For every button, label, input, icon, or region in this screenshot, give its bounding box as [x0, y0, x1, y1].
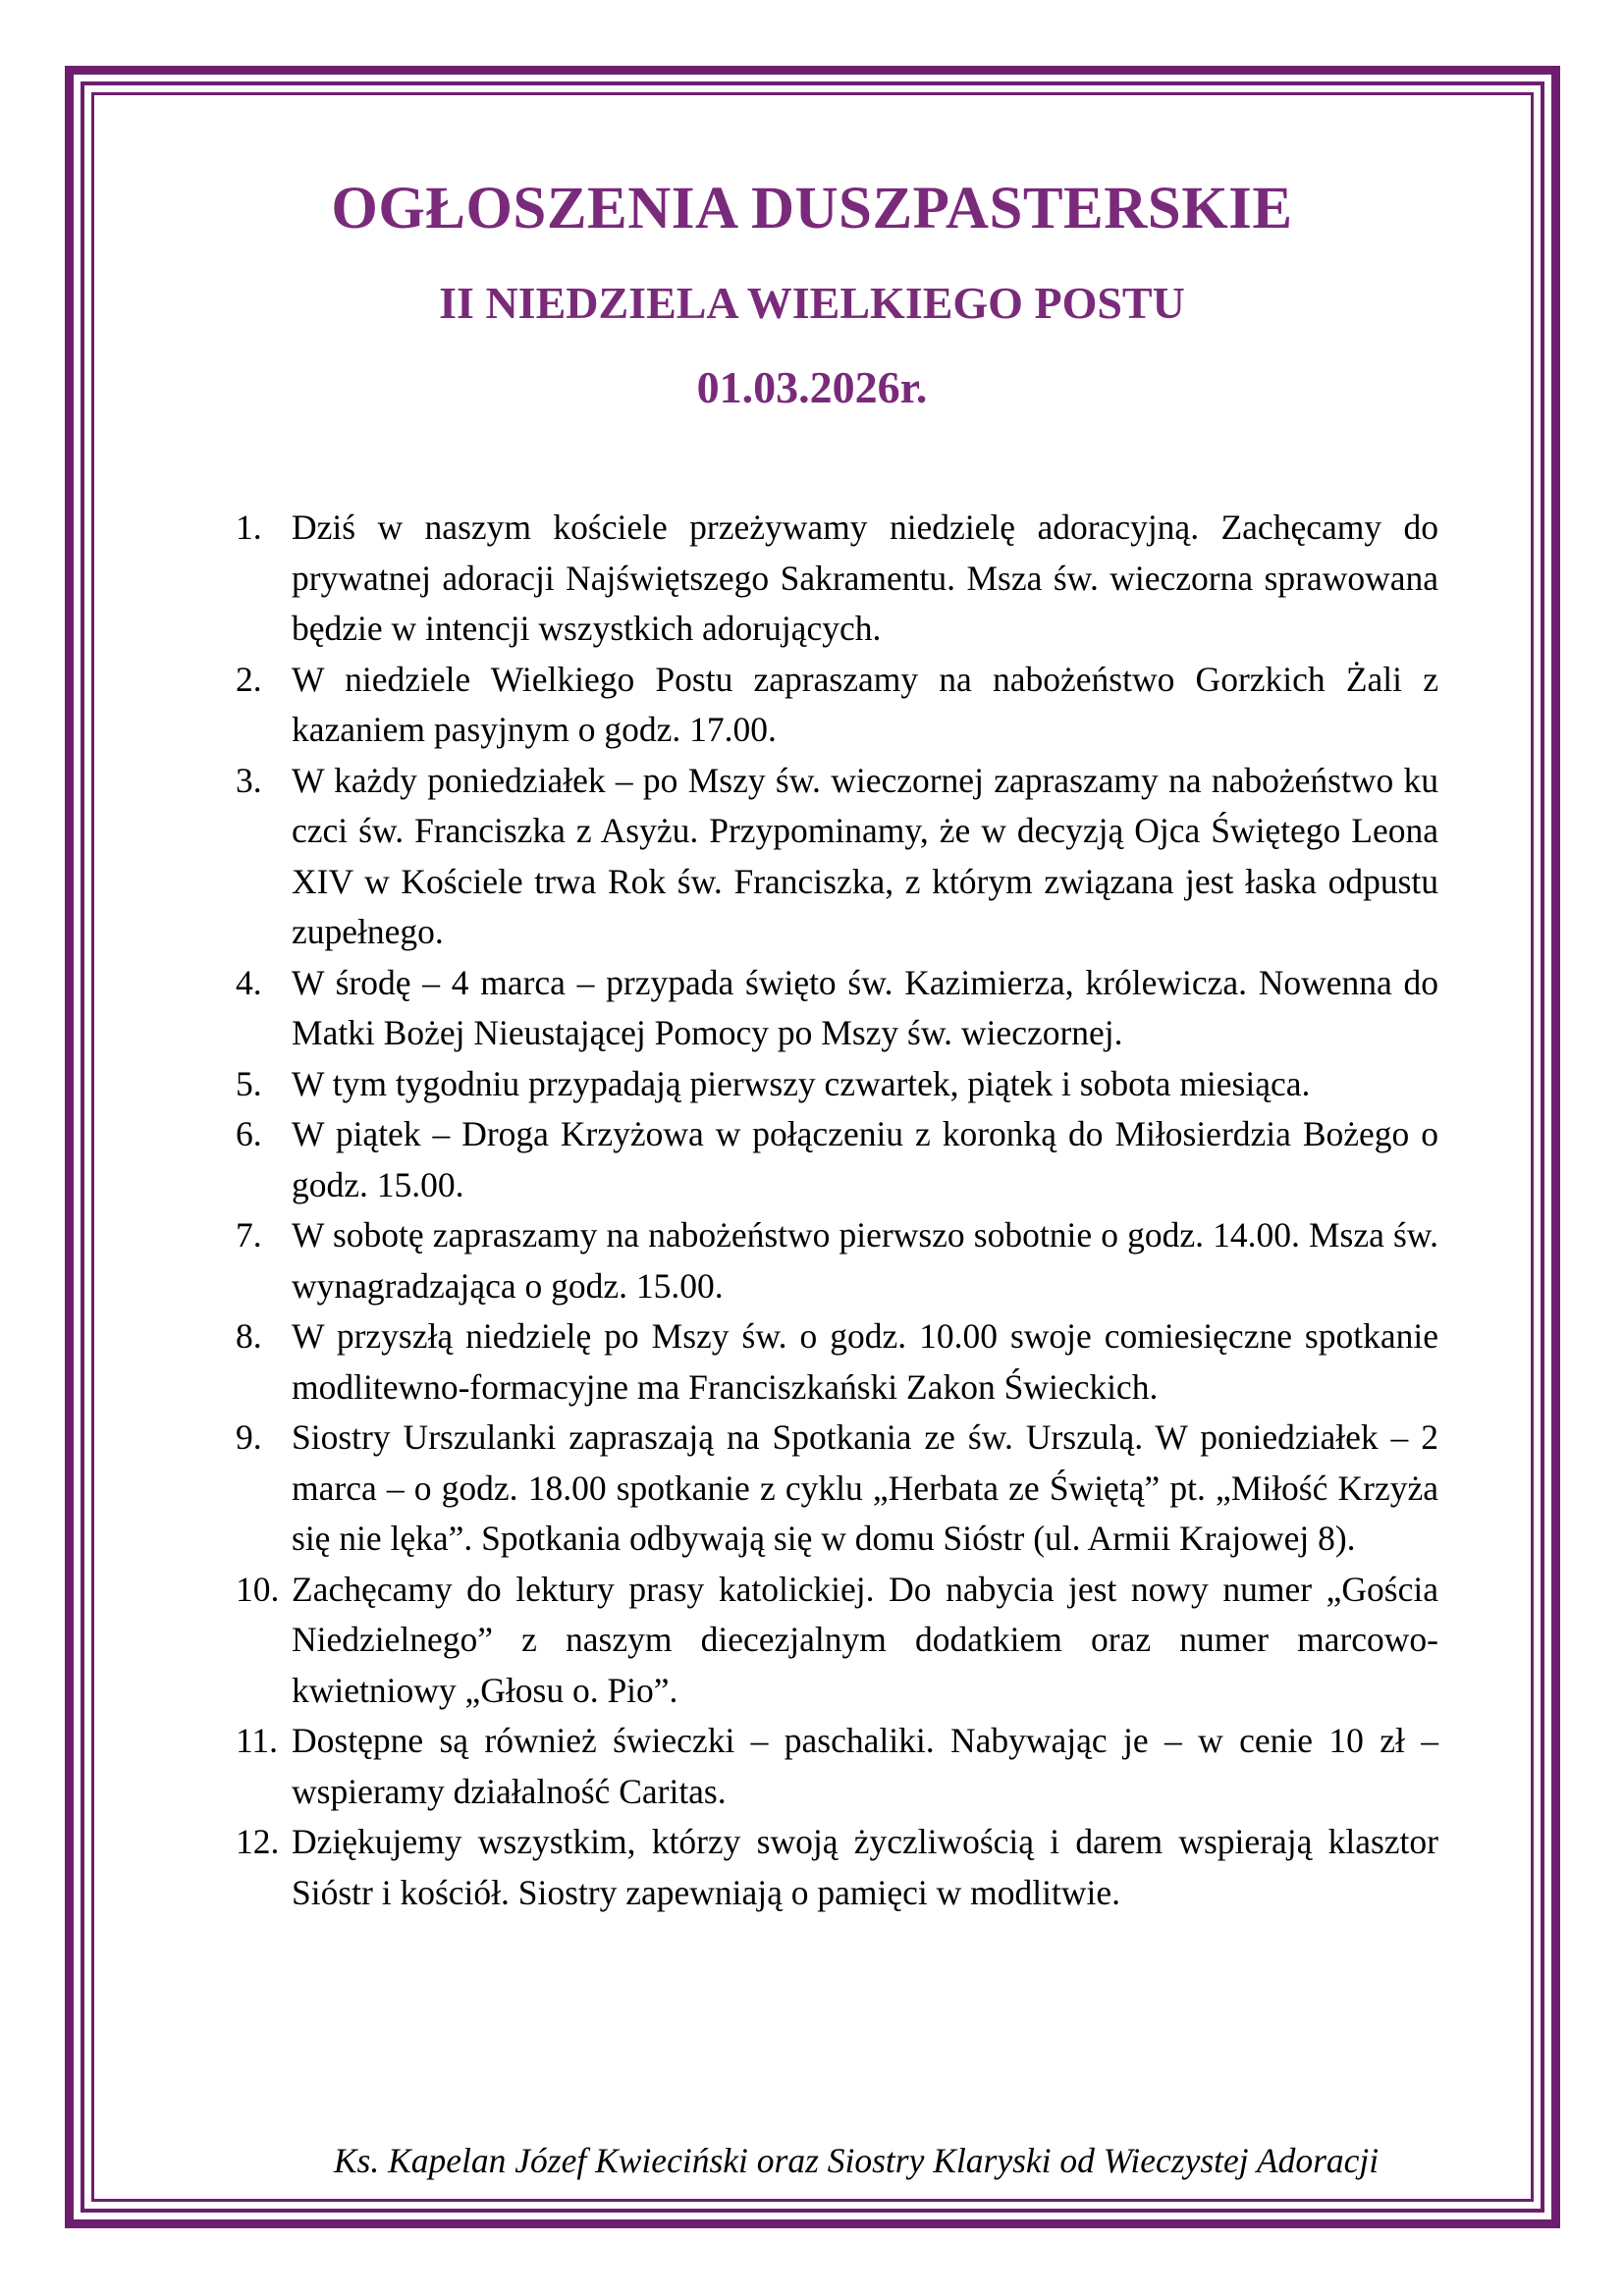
- announcement-item: [236, 958, 1438, 1059]
- announcement-text: Zachęcamy do lektury prasy katolickiej. Do nabycia jest nowy numer „Gościa Niedzielnego” z naszym diecezjalnym dodatkiem oraz numer marcowo-kwietniowy „Głosu o. Pio”.: [292, 1569, 1438, 1710]
- announcement-text: Dziękujemy wszystkim, którzy swoją życzliwością i darem wspierają klasztor Sióstr i kościół. Siostry zapewniają o pamięci w modlitwie.: [292, 1822, 1438, 1912]
- announcement-number: 2.: [236, 659, 262, 699]
- page-title: OGŁOSZENIA DUSZPASTERSKIE: [331, 176, 1293, 241]
- signature: Ks. Kapelan Józef Kwieciński oraz Siostry Klaryski od Wieczystej Adoracji: [333, 2141, 1380, 2180]
- announcement-text: W piątek – Droga Krzyżowa w połączeniu z koronką do Miłosierdzia Bożego o godz. 15.00.: [292, 1114, 1438, 1204]
- announcement-item: [236, 1565, 1438, 1717]
- announcement-text: W przyszłą niedzielę po Mszy św. o godz. 10.00 swoje comiesięczne spotkanie modlitewno-formacyjne ma Franciszkański Zakon Świeckich.: [292, 1316, 1438, 1407]
- announcement-item: [236, 1817, 1438, 1918]
- announcement-item: [236, 1413, 1438, 1565]
- page-date: 01.03.2026r.: [696, 362, 928, 412]
- announcement-text: Dostępne są również świeczki – paschaliki. Nabywając je – w cenie 10 zł – wspieramy działalność Caritas.: [292, 1721, 1438, 1811]
- announcement-text: W każdy poniedziałek – po Mszy św. wieczornej zapraszamy na nabożeństwo ku czci św. Franciszka z Asyżu. Przypominamy, że w decyzją Ojca Świętego Leona XIV w Kościele trwa Rok św. Franciszka, z którym związana jest łaska odpustu zupełnego.: [292, 760, 1438, 951]
- announcement-item: [236, 756, 1438, 958]
- announcement-text: Siostry Urszulanki zapraszają na Spotkania ze św. Urszulą. W poniedziałek – 2 marca – o godz. 18.00 spotkanie z cyklu „Herbata ze Świętą” pt. „Miłość Krzyża się nie lęka”. Spotkania odbywają się w domu Sióstr (ul. Armii Krajowej 8).: [292, 1417, 1438, 1558]
- announcement-text: W środę – 4 marca – przypada święto św. Kazimierza, królewicza. Nowenna do Matki Bożej Nieustającej Pomocy po Mszy św. wieczornej.: [292, 962, 1438, 1052]
- announcement-number: 8.: [236, 1316, 262, 1356]
- announcement-text: W niedziele Wielkiego Postu zapraszamy na nabożeństwo Gorzkich Żali z kazaniem pasyjnym o godz. 17.00.: [292, 659, 1438, 749]
- announcement-item: [236, 1210, 1438, 1311]
- announcement-list: [236, 503, 1438, 1918]
- announcement-item: [236, 1059, 1438, 1110]
- announcement-number: 7.: [236, 1215, 262, 1255]
- announcement-text: Dziś w naszym kościele przeżywamy niedzielę adoracyjną. Zachęcamy do prywatnej adoracji Najświętszego Sakramentu. Msza św. wieczorna sprawowana będzie w intencji wszystkich adorujących.: [292, 507, 1438, 648]
- announcement-item: [236, 503, 1438, 655]
- announcement-item: [236, 1716, 1438, 1817]
- announcement-number: 5.: [236, 1063, 262, 1103]
- announcement-number: 12.: [236, 1822, 280, 1861]
- announcement-number: 9.: [236, 1417, 262, 1457]
- announcement-text: W tym tygodniu przypadają pierwszy czwartek, piątek i sobota miesiąca.: [292, 1063, 1311, 1103]
- announcement-number: 10.: [236, 1569, 280, 1609]
- announcement-number: 1.: [236, 507, 262, 547]
- page-subtitle: II NIEDZIELA WIELKIEGO POSTU: [439, 278, 1185, 328]
- announcement-number: 6.: [236, 1114, 262, 1153]
- announcement-number: 3.: [236, 760, 262, 800]
- announcement-number: 4.: [236, 962, 262, 1002]
- announcement-text: W sobotę zapraszamy na nabożeństwo pierwszo sobotnie o godz. 14.00. Msza św. wynagradzająca o godz. 15.00.: [292, 1215, 1438, 1306]
- announcement-number: 11.: [236, 1721, 279, 1760]
- announcement-item: [236, 1311, 1438, 1413]
- announcement-item: [236, 655, 1438, 756]
- announcement-item: [236, 1109, 1438, 1210]
